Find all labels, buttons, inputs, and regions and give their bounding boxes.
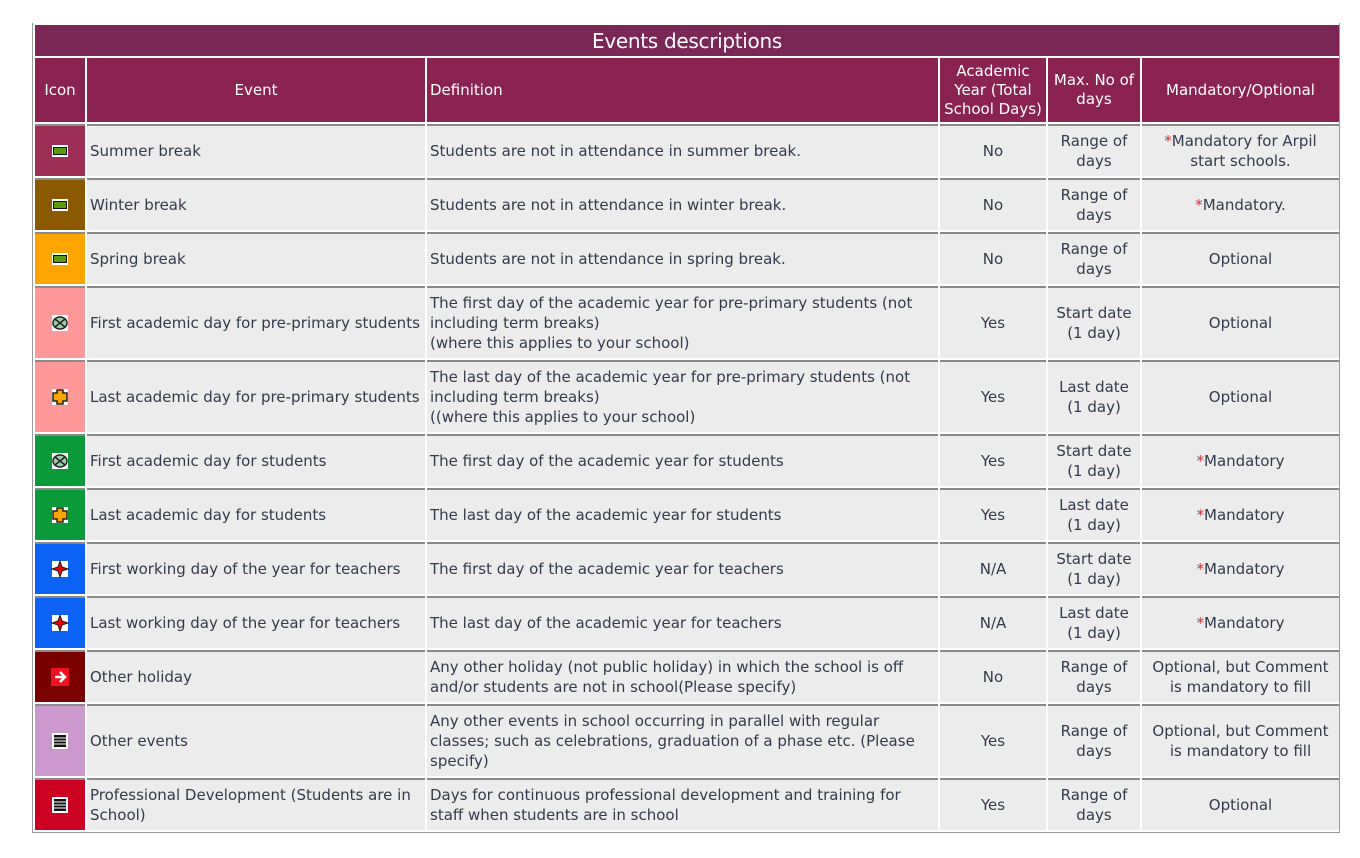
event-definition: Any other holiday (not public holiday) in which the school is off and/or students are not in school(Please specify) <box>427 650 938 702</box>
events-descriptions-table <box>32 23 1340 833</box>
table-row <box>35 542 1339 594</box>
icon-cell <box>35 178 85 230</box>
requirement-text: Optional <box>1208 388 1273 406</box>
winter-break-icon <box>49 194 71 216</box>
requirement-value <box>1142 704 1339 776</box>
requirement-text: Mandatory <box>1204 614 1285 632</box>
definition-line: The last day of the academic year for pre-primary students (not including term breaks) <box>430 368 911 406</box>
table-row <box>35 650 1339 702</box>
event-name: First academic day for students <box>87 434 425 486</box>
header-event: Event <box>87 58 425 122</box>
event-definition: Students are not in attendance in summer break. <box>427 124 938 176</box>
icon-cell <box>35 596 85 648</box>
event-definition: The first day of the academic year for teachers <box>427 542 938 594</box>
requirement-text: Mandatory <box>1204 506 1285 524</box>
icon-cell <box>35 704 85 776</box>
requirement-text: Optional <box>1208 314 1273 332</box>
academic-year-value: N/A <box>940 596 1046 648</box>
definition-line: The first day of the academic year for pre-primary students (not including term breaks) <box>430 294 913 332</box>
table-row <box>35 286 1339 358</box>
requirement-value <box>1142 232 1339 284</box>
header-max-days: Max. No of days <box>1048 58 1140 122</box>
icon-cell <box>35 488 85 540</box>
academic-year-value: No <box>940 650 1046 702</box>
icon-cell <box>35 232 85 284</box>
event-name: Professional Development (Students are in School) <box>87 778 425 830</box>
requirement-text: Mandatory <box>1204 452 1285 470</box>
required-asterisk: * <box>1196 614 1205 632</box>
table-row <box>35 704 1339 776</box>
table-row <box>35 434 1339 486</box>
max-days-value: Range of days <box>1048 124 1140 176</box>
event-definition: Students are not in attendance in winter break. <box>427 178 938 230</box>
table-row <box>35 488 1339 540</box>
table-row <box>35 596 1339 648</box>
first-day-icon <box>49 312 71 334</box>
requirement-text: Optional <box>1208 250 1273 268</box>
table-title: Events descriptions <box>35 25 1339 56</box>
table-row <box>35 778 1339 830</box>
header-academic-year: Academic Year (Total School Days) <box>940 58 1046 122</box>
icon-cell <box>35 650 85 702</box>
table-row <box>35 232 1339 284</box>
max-days-value: Start date (1 day) <box>1048 542 1140 594</box>
academic-year-value: Yes <box>940 778 1046 830</box>
event-name: Summer break <box>87 124 425 176</box>
event-name: Other holiday <box>87 650 425 702</box>
academic-year-value: Yes <box>940 704 1046 776</box>
icon-cell <box>35 434 85 486</box>
header-definition: Definition <box>427 58 938 122</box>
event-name: Spring break <box>87 232 425 284</box>
requirement-text: Optional, but Comment is mandatory to fill <box>1152 658 1329 696</box>
max-days-value: Last date (1 day) <box>1048 488 1140 540</box>
event-definition: Students are not in attendance in spring break. <box>427 232 938 284</box>
max-days-value: Start date (1 day) <box>1048 434 1140 486</box>
academic-year-value: Yes <box>940 286 1046 358</box>
academic-year-value: Yes <box>940 488 1046 540</box>
list-icon <box>49 794 71 816</box>
required-asterisk: * <box>1164 132 1172 150</box>
requirement-text: Mandatory <box>1204 560 1285 578</box>
icon-cell <box>35 542 85 594</box>
academic-year-value: No <box>940 178 1046 230</box>
table-row <box>35 124 1339 176</box>
max-days-value: Last date (1 day) <box>1048 360 1140 432</box>
last-day-icon <box>49 386 71 408</box>
max-days-value: Range of days <box>1048 778 1140 830</box>
max-days-value: Start date (1 day) <box>1048 286 1140 358</box>
teacher-day-icon <box>49 612 71 634</box>
academic-year-value: No <box>940 124 1046 176</box>
event-definition: The last day of the academic year for students <box>427 488 938 540</box>
academic-year-value: No <box>940 232 1046 284</box>
last-day-icon <box>49 504 71 526</box>
required-asterisk: * <box>1196 506 1205 524</box>
header-icon: Icon <box>35 58 85 122</box>
teacher-day-icon <box>49 558 71 580</box>
required-asterisk: * <box>1195 196 1203 214</box>
list-icon <box>49 730 71 752</box>
event-name: First academic day for pre-primary students <box>87 286 425 358</box>
spring-break-icon <box>49 248 71 270</box>
max-days-value: Range of days <box>1048 232 1140 284</box>
requirement-value <box>1142 360 1339 432</box>
table-row <box>35 178 1339 230</box>
icon-cell <box>35 286 85 358</box>
event-definition: Days for continuous professional development and training for staff when students are in school <box>427 778 938 830</box>
requirement-value <box>1142 596 1339 648</box>
event-definition: Any other events in school occurring in parallel with regular classes; such as celebrations, graduation of a phase etc. (Please specify) <box>427 704 938 776</box>
required-asterisk: * <box>1196 452 1205 470</box>
event-name: Other events <box>87 704 425 776</box>
academic-year-value: N/A <box>940 542 1046 594</box>
requirement-text: Mandatory for Arpil start schools. <box>1171 132 1317 170</box>
event-definition <box>427 286 938 358</box>
event-definition <box>427 360 938 432</box>
requirement-value <box>1142 778 1339 830</box>
requirement-value <box>1142 488 1339 540</box>
requirement-value <box>1142 178 1339 230</box>
max-days-value: Range of days <box>1048 704 1140 776</box>
requirement-value <box>1142 542 1339 594</box>
event-name: First working day of the year for teachers <box>87 542 425 594</box>
table-row <box>35 360 1339 432</box>
first-day-icon <box>49 450 71 472</box>
requirement-text: Optional <box>1208 796 1273 814</box>
icon-cell <box>35 124 85 176</box>
event-name: Last working day of the year for teachers <box>87 596 425 648</box>
event-definition: The last day of the academic year for teachers <box>427 596 938 648</box>
academic-year-value: Yes <box>940 434 1046 486</box>
definition-line: (where this applies to your school) <box>430 334 690 352</box>
requirement-value <box>1142 286 1339 358</box>
icon-cell <box>35 778 85 830</box>
academic-year-value: Yes <box>940 360 1046 432</box>
summer-break-icon <box>49 140 71 162</box>
event-name: Last academic day for students <box>87 488 425 540</box>
max-days-value: Range of days <box>1048 650 1140 702</box>
requirement-value <box>1142 650 1339 702</box>
required-asterisk: * <box>1196 560 1205 578</box>
max-days-value: Range of days <box>1048 178 1140 230</box>
requirement-text: Optional, but Comment is mandatory to fill <box>1152 722 1329 760</box>
event-name: Winter break <box>87 178 425 230</box>
definition-line: ((where this applies to your school) <box>430 408 696 426</box>
requirement-text: Mandatory. <box>1202 196 1286 214</box>
icon-cell <box>35 360 85 432</box>
max-days-value: Last date (1 day) <box>1048 596 1140 648</box>
header-mandatory-optional: Mandatory/Optional <box>1142 58 1339 122</box>
event-name: Last academic day for pre-primary students <box>87 360 425 432</box>
requirement-value <box>1142 434 1339 486</box>
requirement-value <box>1142 124 1339 176</box>
event-definition: The first day of the academic year for students <box>427 434 938 486</box>
arrow-right-icon <box>49 666 71 688</box>
